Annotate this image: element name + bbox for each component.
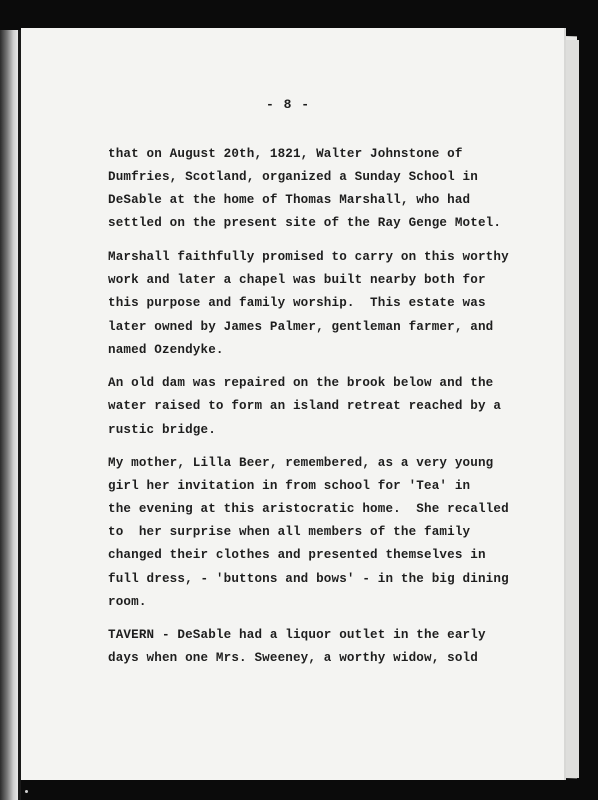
text-line: work and later a chapel was built nearby both for bbox=[108, 273, 486, 287]
text-line: An old dam was repaired on the brook below and the bbox=[108, 376, 494, 390]
text-line: rustic bridge. bbox=[108, 423, 216, 437]
text-line: this purpose and family worship. This estate was bbox=[108, 296, 486, 310]
text-line: to her surprise when all members of the family bbox=[108, 525, 471, 539]
text-line: DeSable at the home of Thomas Marshall, who had bbox=[108, 193, 471, 207]
text-line: full dress, - 'buttons and bows' - in the big dining bbox=[108, 572, 509, 586]
text-line: My mother, Lilla Beer, remembered, as a very young bbox=[108, 456, 494, 470]
text-line: days when one Mrs. Sweeney, a worthy widow, sold bbox=[108, 651, 478, 665]
text-line: later owned by James Palmer, gentleman farmer, and bbox=[108, 320, 494, 334]
dust-speck bbox=[25, 790, 28, 793]
text-line: the evening at this aristocratic home. She recalled bbox=[108, 502, 509, 516]
text-line: water raised to form an island retreat reached by a bbox=[108, 399, 502, 413]
text-line: settled on the present site of the Ray Genge Motel. bbox=[108, 216, 502, 230]
text-line: named Ozendyke. bbox=[108, 343, 224, 357]
page-number: - 8 - bbox=[266, 97, 311, 112]
text-line: girl her invitation in from school for 'Tea' in bbox=[108, 479, 471, 493]
text-line: changed their clothes and presented themselves in bbox=[108, 548, 486, 562]
text-line: that on August 20th, 1821, Walter Johnstone of bbox=[108, 147, 463, 161]
text-line: Marshall faithfully promised to carry on this worthy bbox=[108, 250, 509, 264]
text-line: room. bbox=[108, 595, 147, 609]
text-line: Dumfries, Scotland, organized a Sunday School in bbox=[108, 170, 478, 184]
binding-gutter bbox=[0, 30, 18, 800]
text-line: TAVERN - DeSable had a liquor outlet in the early bbox=[108, 628, 486, 642]
